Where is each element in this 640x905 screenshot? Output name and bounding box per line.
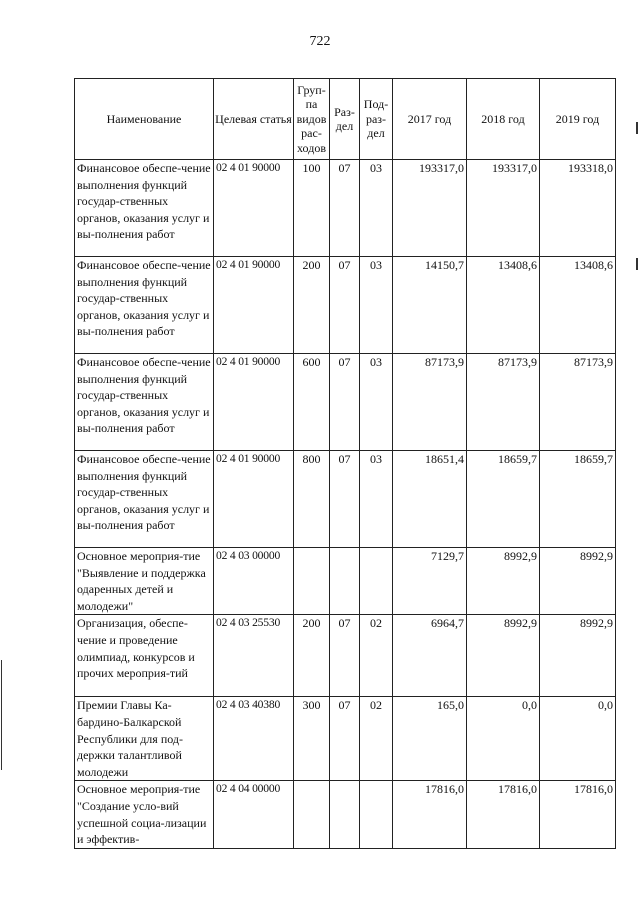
row-2018: 8992,9 [467,548,540,615]
table-row [75,781,616,848]
row-subsection: 03 [360,160,393,257]
row-section: 07 [330,615,360,697]
row-name: Основное мероприя-тие "Выявление и поддержка одаренных детей и молодежи" [75,548,214,615]
row-target-article: 02 4 01 90000 [214,451,294,548]
table-row [75,451,616,548]
table-row [75,615,616,697]
header-name: Наименование [75,79,214,160]
header-target-article: Целевая статья [214,79,294,160]
row-2019: 0,0 [540,697,616,781]
header-expense-group: Груп-па видов рас-ходов [294,79,330,160]
row-name: Финансовое обеспе-чение выполнения функций государ-ственных органов, оказания услуг и вы-полнения работ [75,451,214,548]
row-2017: 14150,7 [393,257,467,354]
row-section: 07 [330,697,360,781]
row-target-article: 02 4 01 90000 [214,257,294,354]
row-subsection: 03 [360,451,393,548]
row-name: Организация, обеспе-чение и проведение олимпиад, конкурсов и прочих мероприя-тий [75,615,214,697]
row-2019: 8992,9 [540,548,616,615]
row-2019: 13408,6 [540,257,616,354]
row-name: Основное мероприя-тие "Создание усло-вий успешной социа-лизации и эффектив- [75,781,214,848]
table-row [75,697,616,781]
page-number: 722 [309,34,331,49]
scan-edge-mark [1,660,2,770]
row-2017: 193317,0 [393,160,467,257]
row-2018: 18659,7 [467,451,540,548]
table-row [75,354,616,451]
row-2018: 8992,9 [467,615,540,697]
row-subsection [360,548,393,615]
row-expense-group: 200 [294,257,330,354]
row-2017: 7129,7 [393,548,467,615]
row-2017: 6964,7 [393,615,467,697]
row-expense-group [294,548,330,615]
table-row [75,160,616,257]
row-2018: 87173,9 [467,354,540,451]
row-subsection: 03 [360,257,393,354]
row-section [330,781,360,848]
header-section: Раз-дел [330,79,360,160]
row-section: 07 [330,451,360,548]
row-section: 07 [330,257,360,354]
row-target-article: 02 4 03 25530 [214,615,294,697]
row-2019: 87173,9 [540,354,616,451]
row-name: Финансовое обеспе-чение выполнения функций государ-ственных органов, оказания услуг и вы-полнения работ [75,257,214,354]
row-expense-group [294,781,330,848]
row-2019: 18659,7 [540,451,616,548]
row-section: 07 [330,354,360,451]
row-2018: 0,0 [467,697,540,781]
table-row [75,548,616,615]
row-2017: 87173,9 [393,354,467,451]
row-2018: 17816,0 [467,781,540,848]
row-name: Финансовое обеспе-чение выполнения функций государ-ственных органов, оказания услуг и вы-полнения работ [75,160,214,257]
row-target-article: 02 4 04 00000 [214,781,294,848]
row-2019: 17816,0 [540,781,616,848]
row-2017: 165,0 [393,697,467,781]
header-row [75,79,616,160]
row-target-article: 02 4 01 90000 [214,160,294,257]
row-2019: 8992,9 [540,615,616,697]
row-subsection: 02 [360,615,393,697]
row-name: Финансовое обеспе-чение выполнения функций государ-ственных органов, оказания услуг и вы-полнения работ [75,354,214,451]
row-expense-group: 800 [294,451,330,548]
header-2018: 2018 год [467,79,540,160]
row-2019: 193318,0 [540,160,616,257]
row-section: 07 [330,160,360,257]
row-target-article: 02 4 01 90000 [214,354,294,451]
row-expense-group: 200 [294,615,330,697]
row-expense-group: 100 [294,160,330,257]
header-subsection: Под-раз-дел [360,79,393,160]
row-2018: 193317,0 [467,160,540,257]
row-section [330,548,360,615]
row-2018: 13408,6 [467,257,540,354]
row-name: Премии Главы Ка-бардино-Балкарской Республики для под-держки талантливой молодежи [75,697,214,781]
row-expense-group: 600 [294,354,330,451]
header-2017: 2017 год [393,79,467,160]
budget-table [74,78,616,849]
row-subsection: 02 [360,697,393,781]
row-2017: 17816,0 [393,781,467,848]
row-expense-group: 300 [294,697,330,781]
row-target-article: 02 4 03 40380 [214,697,294,781]
scan-edge-mark [636,258,638,270]
row-subsection: 03 [360,354,393,451]
row-2017: 18651,4 [393,451,467,548]
table-row [75,257,616,354]
row-target-article: 02 4 03 00000 [214,548,294,615]
scan-edge-mark [636,122,638,134]
row-subsection [360,781,393,848]
header-2019: 2019 год [540,79,616,160]
